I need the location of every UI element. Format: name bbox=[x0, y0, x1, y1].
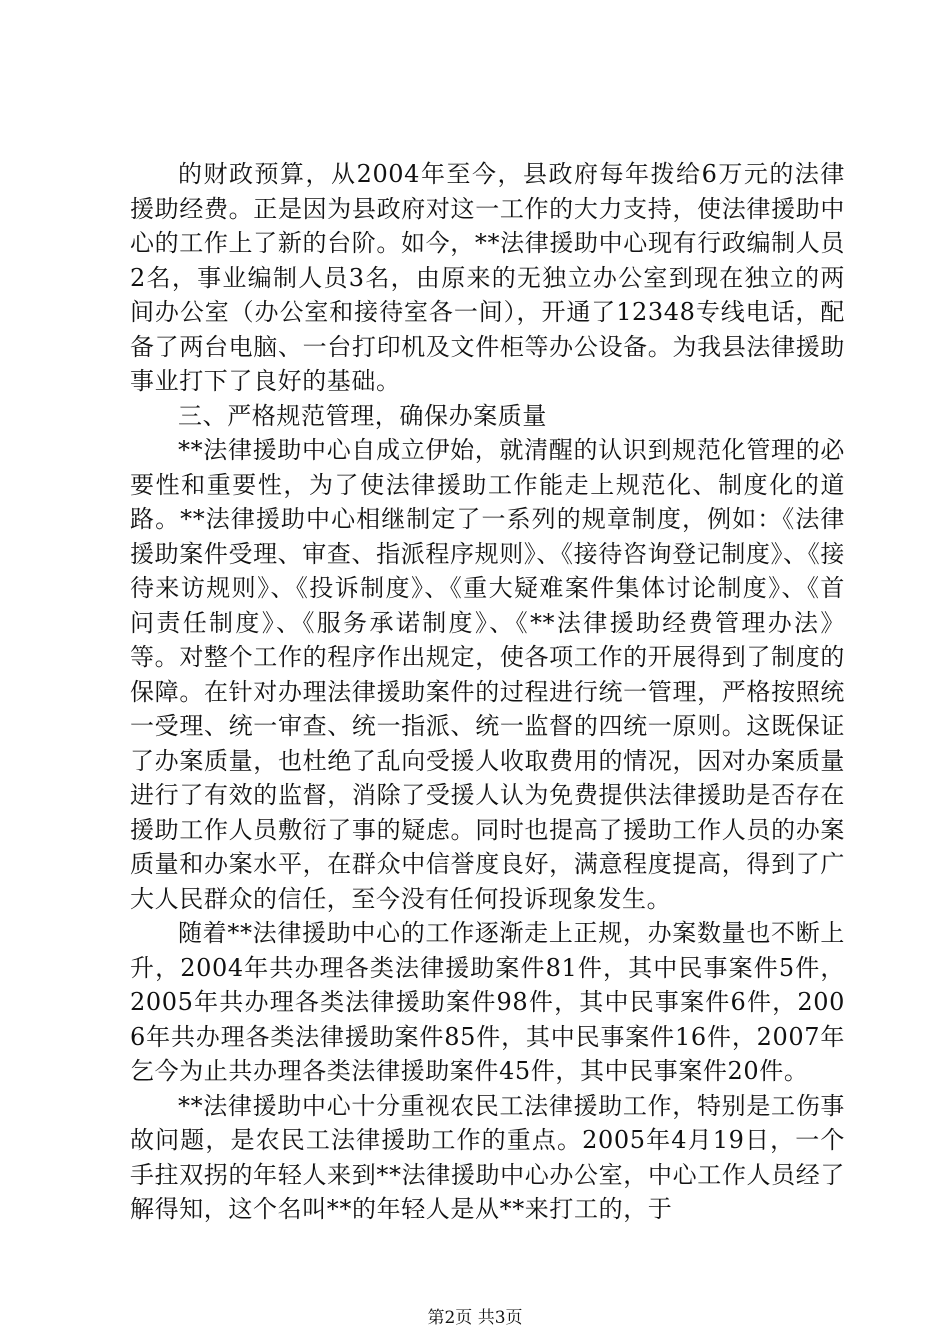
paragraph-case-statistics: 随着**法律援助中心的工作逐渐走上正规，办案数量也不断上升，2004年共办理各类法律援助案件81件，其中民事案件5件，2005年共办理各类法律援助案件98件，其中民事案件6件，2006年共办理各类法律援助案件85件，其中民事案件16件，2007年乞今为止共办理各类法律援助案件45件，其中民事案件20件。 bbox=[130, 919, 845, 1085]
paragraph-management: **法律援助中心自成立伊始，就清醒的认识到规范化管理的必要性和重要性，为了使法律援助工作能走上规范化、制度化的道路。**法律援助中心相继制定了一系列的规章制度，例如：《法律援助案件受理、审查、指派程序规则》、《接待咨询登记制度》、《接待来访规则》、《投诉制度》、《重大疑难案件集体讨论制度》、《首问责任制度》、《服务承诺制度》、《**法律援助经费管理办法》等。对整个工作的程序作出规定，使各项工作的开展得到了制度的保障。在针对办理法律援助案件的过程进行统一管理，严格按照统一受理、统一审查、统一指派、统一监督的四统一原则。这既保证了办案质量，也杜绝了乱向受援人收取费用的情况，因对办案质量进行了有效的监督，消除了受援人认为免费提供法律援助是否存在援助工作人员敷衍了事的疑虑。同时也提高了援助工作人员的办案质量和办案水平，在群众中信誉度良好，满意程度提高，得到了广大人民群众的信任，至今没有任何投诉现象发生。 bbox=[130, 436, 845, 913]
paragraph-migrant-workers: **法律援助中心十分重视农民工法律援助工作，特别是工伤事故问题，是农民工法律援助工作的重点。2005年4月19日，一个手拄双拐的年轻人来到**法律援助中心办公室，中心工作人员经了解得知，这个名叫**的年轻人是从**来打工的，于 bbox=[130, 1091, 845, 1223]
document-body bbox=[130, 157, 845, 1227]
section-heading-3: 三、严格规范管理，确保办案质量 bbox=[178, 401, 547, 430]
paragraph-funding: 的财政预算，从2004年至今，县政府每年拨给6万元的法律援助经费。正是因为县政府对这一工作的大力支持，使法律援助中心的工作上了新的台阶。如今，**法律援助中心现有行政编制人员2名，事业编制人员3名，由原来的无独立办公室到现在独立的两间办公室（办公室和接待室各一间），开通了12348专线电话，配备了两台电脑、一台打印机及文件柜等办公设备。为我县法律援助事业打下了良好的基础。 bbox=[130, 160, 845, 395]
page-footer: 第2页 共3页 bbox=[427, 1308, 523, 1328]
